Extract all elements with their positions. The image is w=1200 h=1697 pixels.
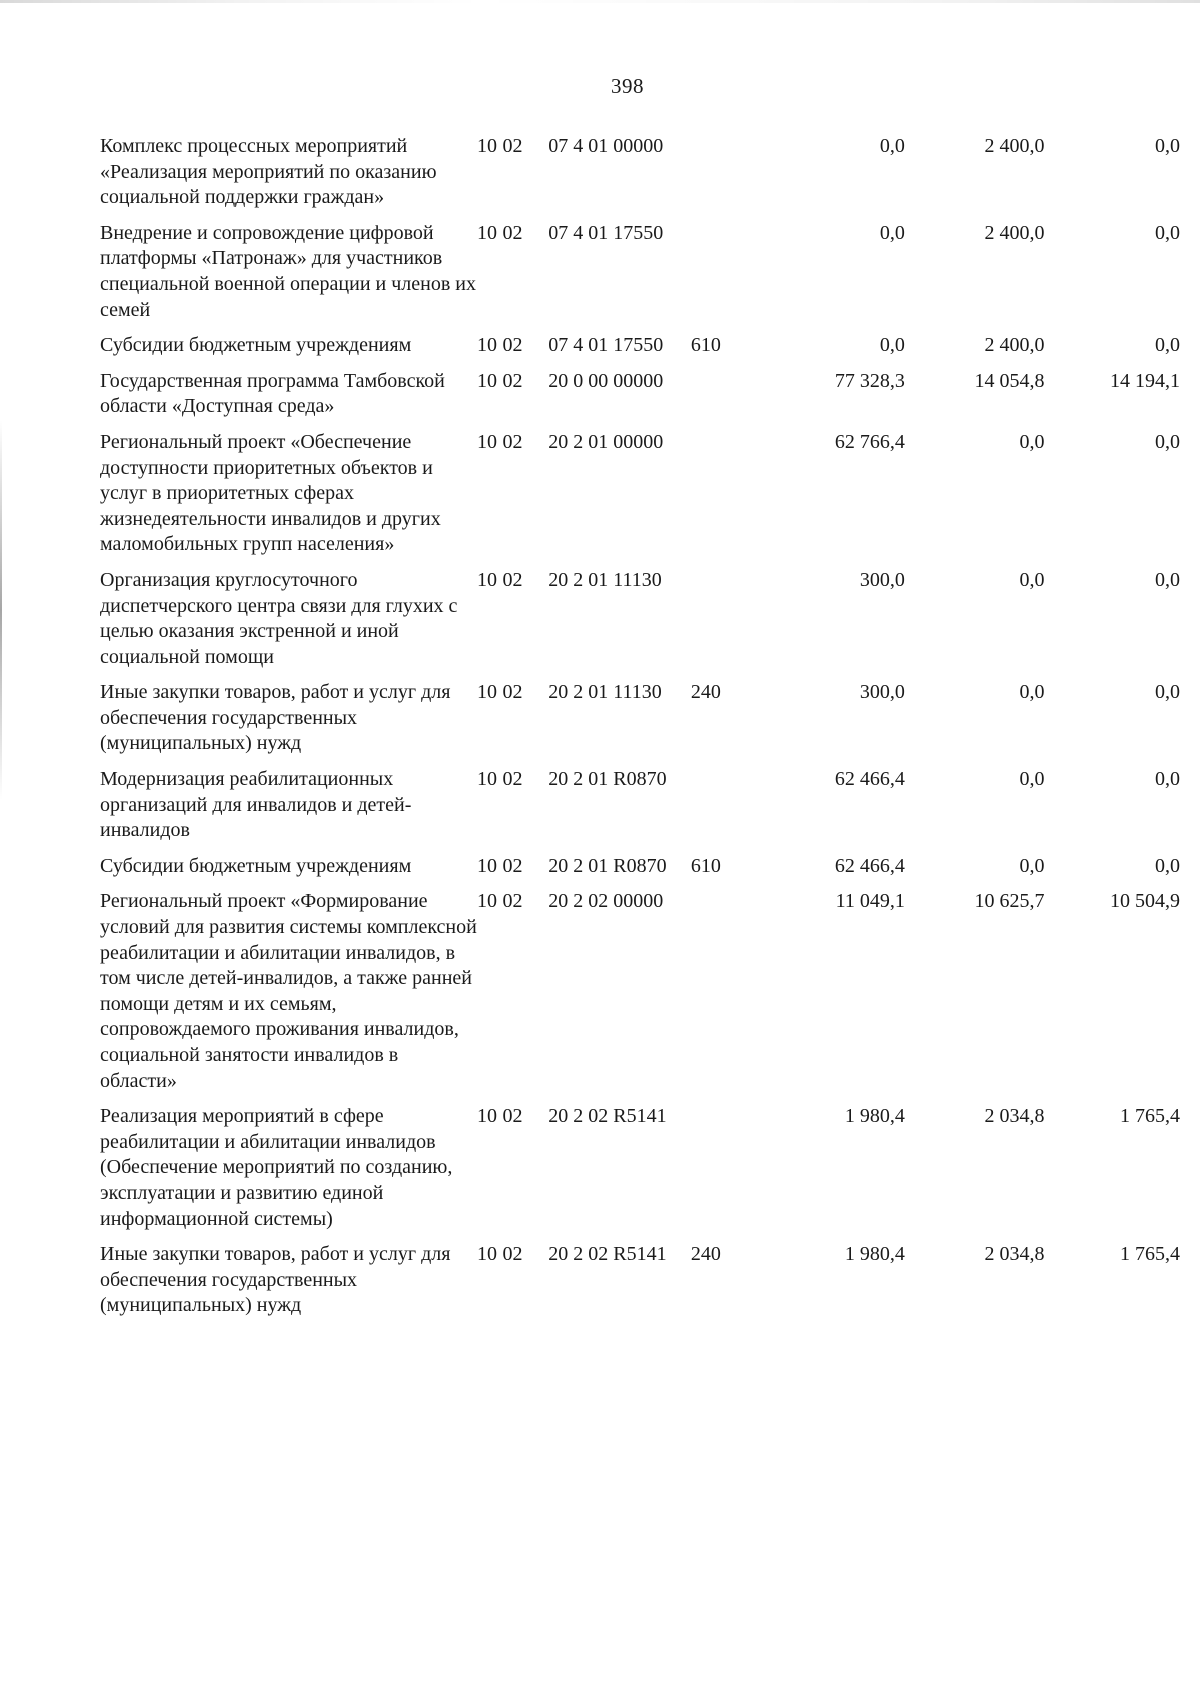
row-amount-year2: 0,0 bbox=[1019, 681, 1045, 704]
row-amount-year3: 0,0 bbox=[1155, 430, 1180, 453]
row-target-article: 20 2 01 00000 bbox=[548, 430, 664, 453]
row-expense-type: 610 bbox=[690, 334, 721, 357]
row-subsection: 02 bbox=[502, 681, 523, 704]
row-amount-year2: 2 400,0 bbox=[984, 135, 1045, 157]
budget-table-body bbox=[100, 134, 1180, 1329]
row-amount-year2: 0,0 bbox=[1019, 568, 1045, 591]
row-name: Иные закупки товаров, работ и услуг для обеспечения государственных (муниципальных) нужд bbox=[100, 1243, 451, 1317]
row-amount-year3: 0,0 bbox=[1155, 568, 1180, 591]
row-name: Субсидии бюджетным учреждениям bbox=[100, 854, 412, 877]
row-subsection: 02 bbox=[502, 135, 523, 157]
table-row bbox=[100, 369, 1180, 430]
row-target-article: 07 4 01 17550 bbox=[548, 334, 664, 357]
row-subsection: 02 bbox=[502, 430, 523, 453]
row-target-article: 20 2 01 11130 bbox=[548, 681, 662, 704]
row-amount-year3: 0,0 bbox=[1155, 854, 1180, 877]
table-row bbox=[100, 134, 1180, 221]
row-amount-year1: 0,0 bbox=[879, 135, 905, 157]
row-name: Региональный проект «Обеспечение доступности приоритетных объектов и услуг в приоритетных сферах жизнедеятельности инвалидов и других маломобильных групп населения» bbox=[100, 430, 441, 556]
row-amount-year3: 0,0 bbox=[1155, 681, 1180, 704]
row-section: 10 bbox=[476, 1243, 497, 1266]
row-subsection: 02 bbox=[502, 369, 523, 392]
row-name: Реализация мероприятий в сфере реабилитации и абилитации инвалидов (Обеспечение мероприятий по созданию, эксплуатации и развитию единой информационной системы) bbox=[100, 1105, 453, 1230]
row-name: Организация круглосуточного диспетчерского центра связи для глухих с целью оказания экстренной и иной социальной помощи bbox=[100, 568, 458, 668]
row-expense-type bbox=[691, 134, 742, 221]
row-amount-year1: 62 766,4 bbox=[834, 430, 905, 453]
row-name: Государственная программа Тамбовской области «Доступная среда» bbox=[100, 369, 445, 418]
row-amount-year3: 0,0 bbox=[1155, 221, 1180, 244]
row-expense-type: 240 bbox=[690, 1243, 721, 1266]
row-target-article: 20 0 00 00000 bbox=[548, 369, 664, 392]
row-target-article: 07 4 01 00000 bbox=[548, 135, 664, 157]
row-subsection: 02 bbox=[502, 1105, 523, 1128]
row-subsection: 02 bbox=[502, 1243, 523, 1266]
row-name: Модернизация реабилитационных организаций для инвалидов и детей-инвалидов bbox=[100, 768, 412, 842]
table-row bbox=[100, 430, 1180, 568]
row-amount-year1: 300,0 bbox=[859, 568, 905, 591]
row-target-article: 07 4 01 17550 bbox=[548, 221, 664, 244]
row-amount-year2: 0,0 bbox=[1019, 854, 1045, 877]
row-amount-year3: 14 194,1 bbox=[1110, 369, 1180, 392]
row-amount-year2: 10 625,7 bbox=[974, 890, 1045, 913]
row-section: 10 bbox=[476, 568, 497, 591]
row-amount-year3: 0,0 bbox=[1155, 334, 1180, 357]
table-row bbox=[100, 333, 1180, 369]
row-target-article: 20 2 01 11130 bbox=[548, 568, 662, 591]
row-target-article: 20 2 02 00000 bbox=[548, 890, 664, 913]
row-amount-year2: 2 400,0 bbox=[984, 334, 1045, 357]
row-amount-year2: 2 034,8 bbox=[984, 1105, 1045, 1128]
row-name: Комплекс процессных мероприятий «Реализация мероприятий по оказанию социальной поддержки граждан» bbox=[100, 135, 437, 209]
row-target-article: 20 2 02 R5141 bbox=[548, 1105, 667, 1128]
table-row bbox=[100, 889, 1180, 1104]
row-section: 10 bbox=[476, 854, 497, 877]
row-expense-type bbox=[691, 221, 742, 333]
row-amount-year2: 0,0 bbox=[1019, 768, 1045, 791]
row-amount-year3: 10 504,9 bbox=[1110, 890, 1180, 913]
row-amount-year3: 0,0 bbox=[1155, 768, 1180, 791]
row-amount-year2: 2 400,0 bbox=[984, 221, 1045, 244]
table-row bbox=[100, 854, 1180, 890]
row-amount-year3: 1 765,4 bbox=[1120, 1105, 1180, 1128]
row-amount-year1: 0,0 bbox=[879, 221, 905, 244]
row-section: 10 bbox=[476, 430, 497, 453]
row-target-article: 20 2 02 R5141 bbox=[548, 1243, 667, 1266]
row-subsection: 02 bbox=[502, 890, 523, 913]
row-amount-year1: 300,0 bbox=[859, 681, 905, 704]
row-subsection: 02 bbox=[502, 768, 523, 791]
row-section: 10 bbox=[476, 221, 497, 244]
row-subsection: 02 bbox=[502, 568, 523, 591]
row-section: 10 bbox=[476, 681, 497, 704]
row-expense-type: 610 bbox=[690, 854, 721, 877]
row-target-article: 20 2 01 R0870 bbox=[548, 768, 667, 791]
row-target-article: 20 2 01 R0870 bbox=[548, 854, 667, 877]
table-row bbox=[100, 680, 1180, 767]
table-row bbox=[100, 568, 1180, 680]
row-section: 10 bbox=[476, 135, 497, 157]
row-section: 10 bbox=[476, 768, 497, 791]
row-subsection: 02 bbox=[502, 221, 523, 244]
table-row bbox=[100, 221, 1180, 333]
row-amount-year2: 0,0 bbox=[1019, 430, 1045, 453]
row-section: 10 bbox=[476, 1105, 497, 1128]
row-section: 10 bbox=[476, 334, 497, 357]
row-subsection: 02 bbox=[502, 334, 523, 357]
table-row bbox=[100, 1104, 1180, 1242]
row-amount-year1: 11 049,1 bbox=[835, 890, 905, 913]
row-amount-year1: 1 980,4 bbox=[844, 1105, 905, 1128]
row-subsection: 02 bbox=[502, 854, 523, 877]
row-expense-type bbox=[691, 889, 742, 1104]
row-expense-type bbox=[691, 430, 742, 568]
table-row bbox=[100, 1242, 1180, 1329]
row-expense-type bbox=[691, 1104, 742, 1242]
row-name: Региональный проект «Формирование условий для развития системы комплексной реабилитации и абилитации инвалидов, в том числе детей-инвалидов, а также ранней помощи детям и их семьям, сопровождаемого проживания инвалидов, социальной занятости инвалидов в области» bbox=[100, 890, 477, 1092]
scan-artifact-top bbox=[0, 0, 1200, 3]
row-section: 10 bbox=[476, 369, 497, 392]
row-name: Иные закупки товаров, работ и услуг для обеспечения государственных (муниципальных) нужд bbox=[100, 681, 451, 755]
table-row bbox=[100, 767, 1180, 854]
row-expense-type bbox=[691, 767, 742, 854]
scan-artifact-edge bbox=[0, 420, 2, 800]
row-amount-year1: 0,0 bbox=[879, 334, 905, 357]
row-amount-year1: 1 980,4 bbox=[844, 1243, 905, 1266]
row-amount-year3: 0,0 bbox=[1155, 135, 1180, 157]
budget-table bbox=[100, 134, 1180, 1329]
row-amount-year2: 2 034,8 bbox=[984, 1243, 1045, 1266]
row-name: Субсидии бюджетным учреждениям bbox=[100, 334, 412, 357]
row-amount-year1: 62 466,4 bbox=[834, 768, 905, 791]
page-number: 398 bbox=[611, 74, 644, 98]
row-amount-year2: 14 054,8 bbox=[974, 369, 1045, 392]
row-section: 10 bbox=[476, 890, 497, 913]
row-expense-type bbox=[691, 568, 742, 680]
row-name: Внедрение и сопровождение цифровой платформы «Патронаж» для участников специальной военной операции и членов их семей bbox=[100, 221, 476, 321]
row-amount-year1: 77 328,3 bbox=[834, 369, 905, 392]
row-expense-type: 240 bbox=[690, 681, 721, 704]
row-expense-type bbox=[691, 369, 742, 430]
row-amount-year3: 1 765,4 bbox=[1120, 1243, 1180, 1266]
row-amount-year1: 62 466,4 bbox=[834, 854, 905, 877]
